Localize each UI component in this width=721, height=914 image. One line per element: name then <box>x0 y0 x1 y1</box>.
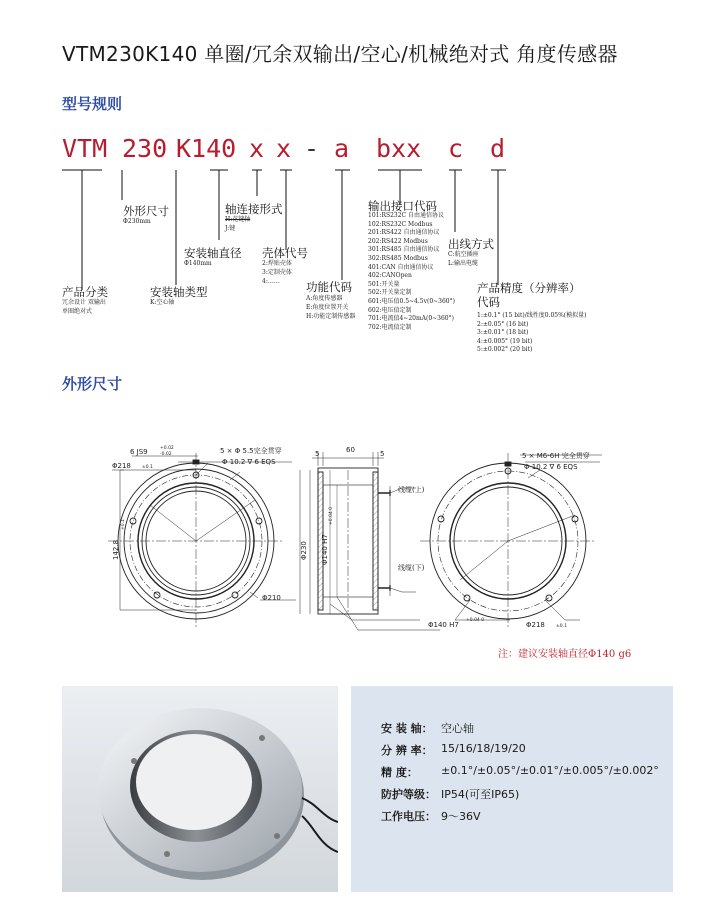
dim-od218-right: Φ218 <box>526 621 545 629</box>
spec-value: 9～36V <box>441 810 481 823</box>
front-view-right <box>420 453 602 629</box>
dim-bore140-tol: +0.04 0 <box>466 618 485 623</box>
field-size-item: Φ230mm <box>123 218 151 225</box>
field-category-item-1: 单圈绝对式 <box>62 308 93 315</box>
interface-item: 102:RS232C Modbus <box>368 220 433 228</box>
spec-row <box>381 764 659 780</box>
section-dimensions: 外形尺寸 <box>62 375 123 393</box>
dim-keyway-tol-top: +0.02 <box>160 446 174 451</box>
dim-bore140: Φ140 H7 <box>428 621 459 629</box>
precision-item: 1:±0.1° (15 bit)/线性度0.05%(模拟量) <box>477 312 587 319</box>
interface-item: 302:RS485 Modbus <box>368 254 428 262</box>
dim-od218-tol: ±0.1 <box>142 465 153 470</box>
mounting-note: 注：建议安装轴直径Φ140 g6 <box>498 649 632 660</box>
interface-item: 601:电压值0.5~4.5v(0~360°) <box>368 297 455 305</box>
spec-row <box>381 808 481 824</box>
interface-item: 401:CAN 自由通信协议 <box>368 263 434 271</box>
dim-d140-tol: +0.04 0 <box>329 506 334 525</box>
spec-key: 防护等级： <box>381 788 436 801</box>
interface-item: 502:开关量定制 <box>368 289 412 297</box>
sensor-ring-image <box>62 686 338 892</box>
front-view-left <box>108 453 296 629</box>
interface-item: 202:RS422 Modbus <box>368 237 428 245</box>
field-outlet-title: 出线方式 <box>448 237 494 251</box>
dim-5a: 5 <box>315 450 320 458</box>
precision-item: 5:±0.002° (20 bit) <box>477 346 533 354</box>
field-function-item-0: A:角度传感器 <box>306 295 343 302</box>
interface-item: 701:电流值4~20mA(0~360°) <box>368 315 454 323</box>
code-part-shaft: K140 <box>176 134 237 163</box>
field-housing-item-1: 3:定制壳体 <box>262 269 292 276</box>
spec-key: 工作电压： <box>381 810 436 823</box>
precision-item: 4:±0.005° (19 bit) <box>477 337 533 345</box>
section-model-rules: 型号规则 <box>62 95 123 113</box>
field-precision-title: 产品精度（分辨率）代码 <box>477 281 581 309</box>
field-shaft-conn-title: 轴连接形式 <box>225 202 283 216</box>
interface-item: 702:电流值定制 <box>368 323 412 331</box>
precision-item: 2:±0.05° (16 bit) <box>477 320 529 328</box>
spec-key: 安 装 轴： <box>381 722 433 735</box>
interface-item: 501:开关量 <box>368 280 400 288</box>
interface-item: 201:RS422 自由通信协议 <box>368 229 440 237</box>
field-function-item-2: H:功能定制传感器 <box>306 313 356 320</box>
field-outlet-item-1: L:输出电缆 <box>448 260 479 267</box>
dim-d210: Φ210 <box>262 594 281 602</box>
page-title: VTM230K140 单圈/冗余双输出/空心/机械绝对式 角度传感器 <box>62 42 618 66</box>
dim-keyway-tol-bot: -0.02 <box>160 452 172 457</box>
field-shaft-dia-item: Φ140mm <box>184 260 212 267</box>
spec-value: 15/16/18/19/20 <box>441 742 526 755</box>
field-housing-item-2: 4:…… <box>262 278 280 285</box>
field-shaft-conn-item-1: J:键 <box>225 225 236 232</box>
interface-item: 602:电压值定制 <box>368 306 412 314</box>
spec-key: 精 度： <box>381 766 418 779</box>
dim-d230: Φ230 <box>300 541 308 560</box>
label-cable-down: 线缆(下) <box>398 564 425 572</box>
field-size-title: 外形尺寸 <box>123 204 169 218</box>
code-part-interface: bxx <box>376 134 422 163</box>
product-photo <box>62 686 338 892</box>
spec-value: IP54(可至IP65) <box>441 788 520 801</box>
spec-row <box>381 720 474 736</box>
field-shaft-conn-item-0: H:花键轴 <box>225 216 251 223</box>
field-function-title: 功能代码 <box>306 280 352 294</box>
spec-row <box>381 742 526 758</box>
code-part-size: 230 <box>122 134 168 163</box>
dim-od218: Φ218 <box>112 462 131 470</box>
field-shaft-dia-title: 安装轴直径 <box>184 246 242 260</box>
field-interface-title: 输出接口代码 <box>368 199 437 213</box>
interface-item: 101:RS232C 自由通信协议 <box>368 212 445 219</box>
field-function-item-1: E:角度位置开关 <box>306 304 349 311</box>
code-part-prefix: VTM <box>62 134 108 163</box>
field-category-item-0: 冗余设计 双输出 <box>62 299 106 306</box>
interface-item: 301:RS485 自由通信协议 <box>368 246 440 254</box>
dim-pcd-left: Φ 10.2 ∇ 6 EQS <box>222 458 276 466</box>
interface-item: 402:CANOpen <box>368 272 412 280</box>
spec-value: 空心轴 <box>441 722 474 735</box>
field-housing-title: 壳体代号 <box>262 246 308 260</box>
dim-keyway: 6 JS9 <box>130 448 148 456</box>
dim-pcd-right: Φ 10.2 ∇ 6 EQS <box>524 463 578 471</box>
dim-h1428-tol: +0.1 <box>121 519 126 530</box>
field-shaft-type-item: K:空心轴 <box>150 299 175 306</box>
precision-item: 3:±0.01° (18 bit) <box>477 329 529 337</box>
dim-60: 60 <box>346 446 355 454</box>
dim-holes-left: 5 × Φ 5.5完全贯穿 <box>220 447 282 455</box>
dim-d140: Φ140 H7 <box>321 534 329 565</box>
label-cable-up: 线缆(上) <box>398 486 425 494</box>
code-part-function: a <box>334 134 350 163</box>
spec-key: 分 辨 率： <box>381 744 433 757</box>
field-outlet-item-0: C:航空插座 <box>448 251 479 258</box>
spec-row <box>381 786 519 802</box>
dim-holes-right: 5 × M6-6H 完全贯穿 <box>522 452 590 460</box>
field-shaft-type-title: 安装轴类型 <box>150 285 208 299</box>
dim-od218-right-tol: ±0.1 <box>556 624 567 629</box>
dim-5b: 5 <box>380 450 385 458</box>
spec-panel <box>351 686 673 892</box>
code-part-precision: d <box>490 134 506 163</box>
field-housing-item-0: 2:焊贴壳体 <box>262 260 292 267</box>
code-part-housing: x <box>276 134 292 163</box>
code-part-dash: - <box>304 134 320 163</box>
field-category-title: 产品分类 <box>62 285 108 299</box>
spec-value: ±0.1°/±0.05°/±0.01°/±0.005°/±0.002° <box>441 764 659 777</box>
code-part-conn: x <box>249 134 265 163</box>
code-part-outlet: c <box>448 134 464 163</box>
dim-h1428: 142.8 <box>112 539 120 560</box>
